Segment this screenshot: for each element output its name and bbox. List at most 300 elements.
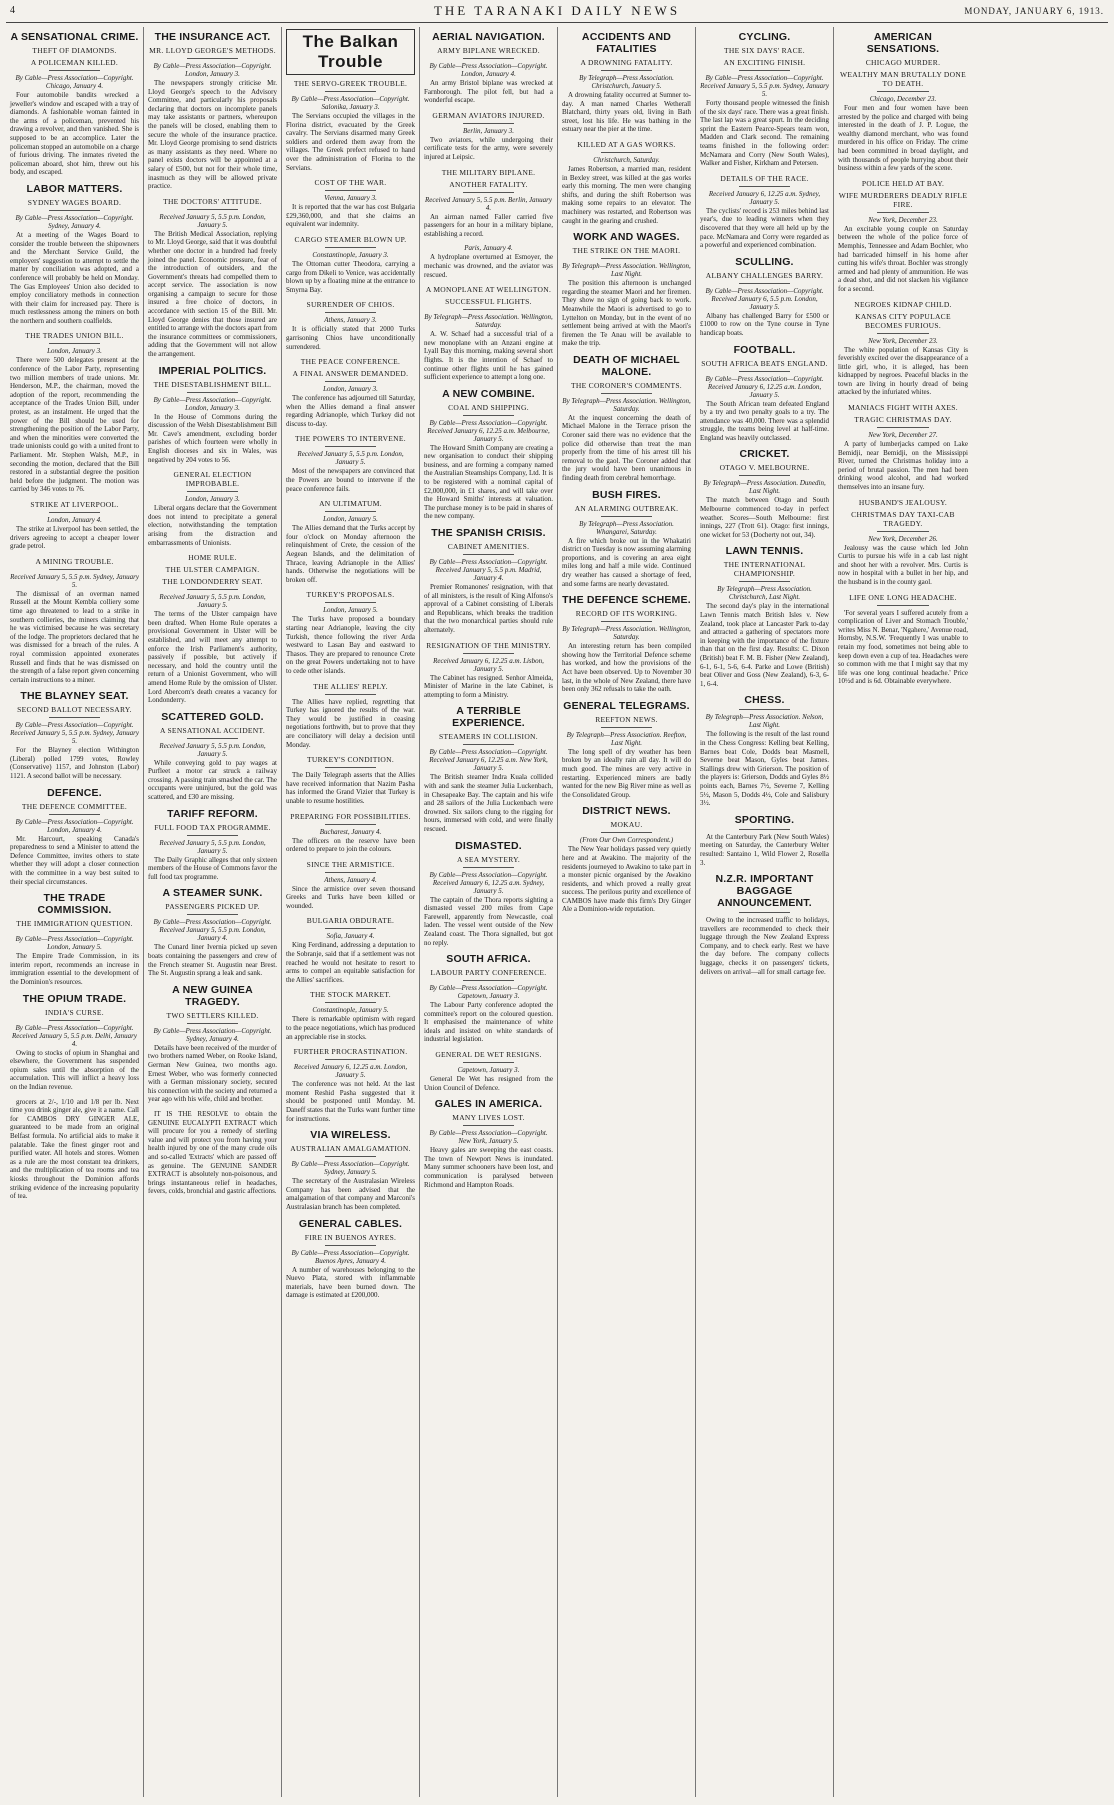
article	[10, 183, 139, 326]
article	[286, 434, 415, 493]
article	[700, 174, 829, 250]
article-subheading: FULL FOOD TAX PROGRAMME.	[154, 822, 271, 832]
article	[700, 873, 829, 976]
article-headline: VIA WIRELESS.	[310, 1129, 391, 1142]
article	[838, 498, 968, 587]
article-body: General De Wet has resigned from the Union Council of Defence.	[424, 1075, 553, 1092]
article-headline: BUSH FIRES.	[592, 488, 661, 501]
article-subheading: CHRISTMAS DAY TAXI-CAB TRAGEDY.	[851, 509, 955, 528]
divider	[49, 512, 101, 513]
article	[286, 1129, 415, 1211]
divider	[325, 91, 377, 92]
article	[148, 887, 277, 977]
article	[562, 594, 691, 694]
article-dateline: London, January 5.	[323, 606, 378, 615]
article-subheading: DETAILS OF THE RACE.	[720, 173, 809, 183]
article-body: The Cabinet has resigned. Senhor Almeida, Minister of Marine in the late Cabinet, is attempting to form a Ministry.	[424, 673, 553, 699]
article-body: While conveying gold to pay wages at Purfleet a motor car struck a railway crossing. A passing train smashed the car. The occupants were uninjured, but the gold was scattered, and £30 are missing.	[148, 758, 277, 802]
article-dateline: By Telegraph—Press Association. Dunedin, Last Night.	[703, 479, 826, 496]
article-body: The conference was not held. At the last moment Reshid Pasha suggested that it should be postponed until Monday. M. Daneff states that the Turks want further time for instructions.	[286, 1080, 415, 1123]
divider	[463, 309, 515, 310]
article-body: The position this afternoon is unchanged regarding the steamer Maori and her firemen. They show no sign of going back to work. Meanwhile the Maori is advertised to go to Lyttelton on Monday, but in the event of no settlement being arrived at with the Maori's firemen the Te Anau will be available to make the trip.	[562, 279, 691, 348]
article-dateline: New York, December 26.	[868, 534, 938, 543]
article-subheading: GENERAL DE WET RESIGNS.	[435, 1050, 542, 1060]
article	[838, 593, 968, 686]
article-body: The officers on the reserve have been ordered to prepare to join the colours.	[286, 836, 415, 854]
article	[286, 590, 415, 675]
article-subheading: FIRE IN BUENOS AYRES.	[304, 1232, 397, 1242]
article-dateline: Vienna, January 3.	[324, 194, 377, 203]
article-dateline: Athens, January 4.	[324, 875, 377, 884]
article-dateline: By Cable—Press Association—Copyright. Received January 6, 5.5 p.m. London, January 5.	[705, 286, 824, 311]
article-subheading: THE POWERS TO INTERVENE.	[295, 434, 406, 444]
article-body: The Daily Telegraph asserts that the Allies have received information that Nazim Pasha has informed the Grand Vizier that Turkey is unable to resume hostilities.	[286, 771, 415, 805]
article-dateline: Bucharest, January 4.	[319, 827, 382, 836]
article	[838, 179, 968, 294]
article	[148, 808, 277, 882]
article-subheading: THE MILITARY BIPLANE.	[441, 167, 536, 177]
article-headline: TARIFF REFORM.	[167, 807, 258, 820]
article-headline: N.Z.R. IMPORTANT BAGGAGE ANNOUNCEMENT.	[715, 873, 814, 910]
divider	[49, 343, 101, 344]
article-body: The dismissal of an overman named Russell at the Mount Kembla colliery some time ago threatened to lead to a strike in southern collieries, the miners claiming that he was victimised because he was secretary of the lodge. The proprietors declared that he was dismissed for a breach of the rules. A royal commission appointed exonerates Russell and finds that he was dismissed on the strength of a false report given concerning certain instructions to a miner.	[10, 589, 139, 684]
article	[424, 527, 553, 635]
article-dateline: By Telegraph—Press Association. Whangarei, Saturday.	[579, 519, 674, 536]
article-subheading: SINCE THE ARMISTICE.	[306, 859, 395, 869]
article	[838, 300, 968, 398]
divider	[601, 621, 653, 622]
article-body: A hydroplane overturned at Esmoyer, the mechanic was drowned, and the aviator was rescued.	[424, 253, 553, 279]
column-3	[282, 27, 420, 1797]
article-dateline: Christchurch, Saturday.	[593, 155, 660, 164]
article	[424, 388, 553, 521]
divider	[49, 70, 101, 71]
article-body: It is reported that the war has cost Bulgaria £29,360,000, and that she claims an equivalent war indemnity.	[286, 203, 415, 229]
article-body: James Robertson, a married man, resident in Bexley street, was killed at the gas works early this morning. The men were changing shifts, and during the shift Robertson was making some repairs to an elevator. The machinery was restarted, and Robertson was caught in the gearing and crushed.	[562, 164, 691, 225]
divider	[325, 312, 377, 313]
article	[286, 990, 415, 1041]
article-dateline: By Cable—Press Association—Copyright. Received January 5, 5.5 p.m. Delhi, January 4.	[12, 1023, 137, 1048]
article-dateline: By Cable—Press Association—Copyright. London, January 4.	[15, 817, 134, 834]
article-subheading: ALBANY CHALLENGES BARRY.	[705, 270, 824, 280]
article-subheading: GENERAL ELECTION IMPROBABLE.	[173, 470, 252, 489]
article-subheading: ARMY BIPLANE WRECKED.	[437, 46, 540, 55]
column-2	[144, 27, 282, 1797]
divider	[463, 653, 515, 654]
article	[700, 448, 829, 539]
article-dateline: By Cable—Press Association—Copyright. Buenos Ayres, January 4.	[291, 1248, 410, 1265]
article-body: The Howard Smith Company are creating a new organisation to conduct their shipping business, and are forming a company named the Australian Steamships Company, Ltd. It is to be registered with a nominal capital of £2,000,000, in £1 shares, and will take over the Howard Smiths' interests at valuation. The purchase money is to be paid in shares of the new company.	[424, 443, 553, 521]
article	[10, 993, 139, 1092]
article-headline: The Balkan Trouble	[286, 29, 415, 75]
article-subheading: RESIGNATION OF THE MINISTRY.	[426, 640, 551, 650]
divider	[877, 212, 929, 213]
article-dateline: By Telegraph—Press Association. Reefton, Last Night.	[566, 730, 687, 747]
article-headline: SOUTH AFRICA.	[446, 953, 531, 966]
article-headline: IMPERIAL POLITICS.	[158, 364, 267, 377]
article-dateline: London, January 3.	[47, 347, 102, 356]
article-subheading: OTAGO V. MELBOURNE.	[719, 463, 810, 473]
article-subheading: AN ULTIMATUM.	[319, 499, 382, 509]
article-subheading: TRAGIC CHRISTMAS DAY.	[854, 415, 952, 425]
article-body: The New Year holidays passed very quietly here and at Awakino. The majority of the residents journeyed to Awakino to take part in a monster picnic organised by the Awakino residents, and which proved a really great success. The perilous purity and excellence of CAMBOS have made this firm's Dry Ginger Ale a Dominion-wide reputation.	[562, 845, 691, 914]
article-body: An excitable young couple on Saturday between the whole of the police force of Memphis, Tennessee and Adam Bochler, who had barricaded himself in his home after cutting his wife's throat. Bochler was strongly armed and had plenty of ammunition. He was a dead shot, and did not slacken his vigilance for a second.	[838, 224, 968, 293]
article-body: The captain of the Thora reports sighting a dismasted vessel 200 miles from Cape Farewell, apparently from Newcastle, coal laden. The vessel went outside of the New Zealand coast. The Thora signalled, but got no reply.	[424, 895, 553, 947]
article-dateline: By Cable—Press Association—Copyright. Received January 5, 5.5 p.m. London, January 4.	[153, 918, 272, 943]
divider	[601, 516, 653, 517]
article-dateline: London, January 3.	[323, 385, 378, 394]
divider	[325, 446, 377, 447]
article-subheading: THE SERVO-GREEK TROUBLE.	[293, 79, 408, 88]
article-subheading: WIFE MURDERERS DEADLY RIFLE FIRE.	[838, 190, 968, 209]
article-dateline: New York, December 23.	[868, 336, 938, 345]
column-5	[558, 27, 696, 1797]
article-body: The match between Otago and South Melbourne commenced to-day in perfect weather. Scores—South Melbourne: first innings, 227 (Trott 61). Otago: first innings, one wicket for 53 (Docherty not out, 34).	[700, 496, 829, 539]
article-body: The long spell of dry weather has been broken by an ideally rain all day. It will do much good. The mines are very active in restarting. Experienced miners are badly wanted for the new Big River mine as well as the Consolidated Group.	[562, 747, 691, 799]
article	[148, 31, 277, 191]
article-subheading: PREPARING FOR POSSIBILITIES.	[290, 811, 411, 821]
newspaper-columns	[6, 27, 1108, 1797]
article-dateline: By Telegraph—Press Association. Wellington, Saturday.	[562, 625, 691, 642]
article-body: IT IS THE RESOLVE to obtain the GENUINE EUCALYPTI EXTRACT which will procure for you a remedy of sterling value and will protect you from having your health injured by one of the many crude oils and so-called 'Extracts' which are passed off as genuine. The GENUINE SANDER EXTRACT is absolutely non-poisonous, and brings instantaneous relief in headaches, fevers, colds, bronchial and gastric affections.	[148, 1109, 277, 1196]
article-body: The terms of the Ulster campaign have been drafted. When Home Rule operates a provisional Government in Ulster will be established, and will meet any attempt to enforce the Irish Parliament's authority, passively if possible, but actively if necessary, and hold the country until the return of a Unionist Government, who will amend Home Rule by the omission of Ulster. Lord Abercorn's death creates a vacancy for Londonderry.	[148, 610, 277, 705]
divider	[49, 569, 101, 570]
article-subheading: THE STOCK MARKET.	[310, 990, 391, 1000]
article-headline: DEATH OF MICHAEL MALONE.	[573, 353, 680, 378]
article-subheading: FURTHER PROCRASTINATION.	[293, 1047, 408, 1057]
article-subheading: THE DISESTABLISHMENT BILL.	[153, 379, 272, 389]
article-subheading: THE TRADES UNION BILL.	[25, 331, 124, 341]
article-body: Heavy gales are sweeping the east coasts. The town of Newport News is inundated. Many summer schooners have been lost, and communication is paralysed between Richmond and Hampton Roads.	[424, 1146, 553, 1189]
divider	[325, 1245, 377, 1246]
article	[424, 1098, 553, 1189]
divider	[49, 210, 101, 211]
article-dateline: Received January 6, 12.25 a.m. London, January 5.	[293, 1063, 408, 1080]
article-body: Two aviators, while undergoing their certificate tests for the army, were severely injured at Leipsic.	[424, 135, 553, 161]
divider	[601, 258, 653, 259]
article	[148, 470, 277, 547]
article-dateline: By Cable—Press Association—Copyright. Salonika, January 3.	[291, 95, 410, 111]
masthead	[6, 0, 1108, 23]
article-subheading: MANIACS FIGHT WITH AXES.	[848, 403, 958, 413]
article-headline: A SENSATIONAL CRIME.	[10, 31, 139, 43]
article	[424, 168, 553, 239]
article-body: There is remarkable optimism with regard to the peace negotiations, which has produced an appreciable rise in stocks.	[286, 1015, 415, 1041]
article-subheading: A MINING TROUBLE.	[35, 556, 114, 566]
article-headline: WORK AND WAGES.	[573, 231, 680, 244]
article-body: Owing to the increased traffic to holidays, travellers are recommended to check their luggage through the New Zealand Express Company, and to check early. Rest we have the day before. The company collects luggage, checks it on passengers' tickets, delivers on arrival—all for small cartage fee.	[700, 916, 829, 976]
article-dateline: Received January 5, 5.5 p.m. Berlin, January 4.	[425, 195, 552, 212]
article-headline: FOOTBALL.	[733, 343, 796, 356]
article-dateline: By Cable—Press Association—Copyright. Chicago, January 4.	[15, 74, 134, 90]
divider	[463, 58, 515, 59]
article-headline: GENERAL CABLES.	[298, 1217, 403, 1230]
article-subheading: KANSAS CITY POPULACE BECOMES FURIOUS.	[855, 311, 951, 330]
article-body: The British steamer Indra Kuala collided with and sank the steamer Julia Luckenbach, in Chesapeake Bay. The captain and his wife and 28 sailors of the Julia Luckenbach were drowned. Six sailors clung to the rigging for hours, immersed with cold, and were finally rescued.	[424, 773, 553, 833]
article-subheading: THEFT OF DIAMONDS.	[32, 46, 117, 55]
divider	[325, 1156, 377, 1157]
article-dateline: By Cable—Press Association—Copyright. Capetown, January 3.	[429, 984, 548, 1001]
article	[286, 1047, 415, 1123]
divider	[463, 1062, 515, 1063]
article-dateline: Athens, January 3.	[324, 316, 377, 325]
divider	[739, 829, 791, 830]
article-headline: CYCLING.	[738, 31, 791, 43]
article-dateline: Capetown, January 3.	[457, 1066, 520, 1075]
article-body: The cyclists' record is 253 miles behind last year's, due to leading winners when they discovered that they were all held up by the pace. McNamara and Corry were regarded as a powerful and experienced combination.	[700, 206, 829, 250]
article-dateline: By Telegraph—Press Association. Christchurch, Last Night.	[717, 585, 812, 602]
article-body: Most of the newspapers are convinced that the Powers are bound to intervene if the peace conference fails.	[286, 467, 415, 493]
article-body: The Allies have replied, regretting that Turkey has ignored the results of the war. They would be justified in ceasing negotiations forthwith, but to prove that they are conciliatory will delay a decision until Monday.	[286, 697, 415, 749]
article	[10, 500, 139, 551]
article-body: For the Blayney election Withington (Liberal) polled 1799 votes, Rowley (Conservative) 1157, and Johnston (Labor) 1121. A second ballot will be necessary.	[10, 746, 139, 781]
divider	[325, 872, 377, 873]
divider	[601, 152, 653, 153]
article	[10, 331, 139, 494]
article-headline: THE TRADE COMMISSION.	[37, 892, 112, 917]
article-dateline: London, January 3.	[185, 495, 240, 504]
article-subheading: CHICAGO MURDER.	[865, 58, 941, 67]
article-subheading: RECORD OF ITS WORKING.	[575, 609, 678, 619]
article-body: 'For several years I suffered acutely from a complication of Liver and Stomach Trouble,' writes Miss N. Benar, 'Ngahere,' Avenue road, Hornsby, N.S.W. 'Frequently I was unable to retain my food, sometimes not being able to keep down even a cup of tea. Headaches were so common with me that I might say that my life was one long continual headache.' Price 10½d and is 6d. Obtainable everywhere.	[838, 608, 968, 686]
article-body: Since the armistice over seven thousand Greeks and Turks have been killed or wounded.	[286, 884, 415, 910]
article-subheading: KILLED AT A GAS WORKS.	[577, 139, 676, 149]
article-dateline: By Cable—Press Association—Copyright. Sydney, January 5.	[291, 1160, 410, 1177]
article-subheading: CABINET AMENITIES.	[447, 542, 530, 552]
article-body: The Empire Trade Commission, in its interim report, recommends an increase in immigration essential to the development of the Dominion's resources.	[10, 952, 139, 986]
article-body: Liberal organs declare that the Government does not intend to precipitate a general election, notwithstanding the temptation arising from the distraction and embarrassments of Unionists.	[148, 504, 277, 547]
article-subheading: POLICE HELD AT BAY.	[861, 178, 945, 188]
divider	[49, 1020, 101, 1021]
article-dateline: Received January 5, 5.5 p.m. London, January 5.	[159, 593, 266, 610]
article-subheading: TWO SETTLERS KILLED.	[166, 1010, 259, 1020]
article-subheading: HUSBAND'S JEALOUSY.	[858, 497, 948, 507]
article	[424, 31, 553, 105]
article	[148, 197, 277, 359]
divider	[877, 605, 929, 606]
article-body: The Ottoman cutter Theodora, carrying a cargo from Dikeli to Venice, was accidentally blown up by a floating mine at the entrance to Smyrna Bay.	[286, 259, 415, 294]
article-dateline: By Cable—Press Association—Copyright. New York, January 5.	[429, 1129, 548, 1146]
article-body: Forty thousand people witnessed the finish of the six days' race. There was a great finish. The last lap was a great spurt. In the deciding sprint the Eastern Pearce-Spears team won, Madden and Clark second. The remaining teams finished in the following order: McNamara and Corry (New South Wales), Walker and Fisher, Kirkham and Petersen.	[700, 99, 829, 168]
article-subheading: THE STRIKE ON THE MAORI.	[572, 246, 681, 256]
article-headline: ACCIDENTS AND FATALITIES	[581, 31, 672, 55]
divider	[739, 283, 791, 284]
divider	[877, 427, 929, 428]
article-subheading: NEGROES KIDNAP CHILD.	[854, 299, 952, 309]
article-dateline: By Cable—Press Association—Copyright. London, January 3.	[153, 62, 272, 78]
article	[424, 840, 553, 948]
article-subheading: THE DOCTORS' ATTITUDE.	[163, 196, 262, 206]
divider	[463, 744, 515, 745]
article-subheading: GERMAN AVIATORS INJURED.	[432, 110, 545, 120]
article-body: At the Canterbury Park (New South Wales) meeting on Saturday, the Canterbury Welter resulted: Santaino 1, Wild Flower 2, Rosella 3.	[700, 832, 829, 867]
article-dateline: By Cable—Press Association—Copyright. Received January 6, 12.25 a.m. London, January 5.	[705, 374, 824, 399]
article-dateline: Constantinople, January 5.	[312, 1006, 389, 1015]
article-headline: LABOR MATTERS.	[26, 182, 123, 195]
article-subheading: ANOTHER FATALITY.	[449, 179, 528, 189]
article-dateline: Chicago, December 23.	[869, 95, 937, 103]
article-subheading: CARGO STEAMER BLOWN UP.	[294, 234, 407, 244]
article-subheading: AUSTRALIAN AMALGAMATION.	[290, 1144, 411, 1154]
article	[10, 31, 139, 177]
divider	[325, 190, 377, 191]
divider	[601, 70, 653, 71]
divider	[325, 511, 377, 512]
article-dateline: By Cable—Press Association—Copyright. Received January 5, 5.5 p.m. Sydney, January 5.	[700, 74, 829, 98]
divider	[463, 192, 515, 193]
article	[148, 984, 277, 1104]
article-body: The Servians occupied the villages in the Florina district, evacuated by the Greek cavalry. The Servians disarmed many Greek soldiers and ordered them away from the villages. The Greek prefect refused to hand over the administration of Florina to the Servians.	[286, 112, 415, 172]
article-subheading: TURKEY'S CONDITION.	[306, 755, 395, 765]
divider	[187, 392, 239, 393]
article-subheading: HOME RULE.	[188, 553, 237, 563]
divider	[739, 581, 791, 582]
article-body: The Allies demand that the Turks accept by four o'clock on Monday afternoon the relinquishment of Crete, the cession of the Aegean Islands, and the delimitation of Thrace, leaving Adrianople in the Allies' hands. Otherwise the negotiations will be broken off.	[286, 524, 415, 584]
divider	[463, 1125, 515, 1126]
issue-date: MONDAY, JANUARY 6, 1913.	[964, 6, 1104, 16]
article-subheading: THE INTERNATIONAL CHAMPIONSHIP.	[723, 560, 806, 579]
divider	[187, 589, 239, 590]
article-dateline: Berlin, January 3.	[463, 126, 514, 135]
article-headline: GENERAL TELEGRAMS.	[563, 699, 690, 712]
article	[562, 805, 691, 914]
article	[562, 231, 691, 348]
divider	[187, 58, 239, 59]
article-headline: THE INSURANCE ACT.	[154, 31, 271, 43]
article-body: The South African team defeated England by a try and two penalty goals to a try. The attendance was 40,000. There was a splendid struggle, the teams being level at half-time. England was heavily outclassed.	[700, 399, 829, 442]
article	[286, 860, 415, 911]
article-dateline: London, January 4.	[47, 515, 102, 524]
article-dateline: By Cable—Press Association—Copyright. Sydney, January 4.	[153, 1026, 272, 1043]
article-headline: THE OPIUM TRADE.	[22, 992, 127, 1005]
divider	[187, 1023, 239, 1024]
article	[286, 812, 415, 854]
article-subheading: MOKAU.	[610, 820, 643, 830]
divider	[49, 931, 101, 932]
article-body: The secretary of the Australasian Wireless Company has been advised that the amalgamation of that company and Marconi's Australasian branch has been completed.	[286, 1177, 415, 1211]
article	[562, 489, 691, 589]
article	[838, 403, 968, 492]
article-subheading: A MONOPLANE AT WELLINGTON.	[425, 285, 552, 295]
article-subheading: THE ALLIES' REPLY.	[313, 681, 388, 691]
article-dateline: By Cable—Press Association—Copyright. London, January 5.	[15, 935, 134, 952]
divider	[463, 415, 515, 416]
article-body: At a meeting of the Wages Board to consider the trouble between the shipowners and the Merchant Service Guild, the employers' suggestion to attempt to settle the matter by conciliation was adopted, and a conference will probably be held on Monday. The Gas Employees' Union also decided to employ conciliatory methods in connection with their claim for increased pay. There is much restlessness among the miners on both the northern and southern coalfields.	[10, 230, 139, 325]
article	[10, 1098, 139, 1201]
article-dateline: By Cable—Press Association—Copyright. London, January 4.	[429, 62, 548, 78]
article-subheading: TURKEY'S PROPOSALS.	[306, 590, 395, 600]
article-headline: A NEW COMBINE.	[442, 387, 535, 400]
article-body: A drowning fatality occurred at Sumner to-day. A man named Charles Wetherall Blatchard, thirty years old, living in Bath street, lost his life. He was bathing in the estuary near the pier at the time.	[562, 91, 691, 134]
article-headline: GALES IN AMERICA.	[434, 1098, 543, 1111]
article-dateline: By Cable—Press Association—Copyright. Received January 6, 12.25 a.m. New York, January 5.	[429, 748, 548, 773]
article-headline: DISMASTED.	[455, 839, 522, 852]
article-body: The Labour Party conference adopted the committee's report on the coloured question. It emphasised the maintenance of white ideals and insisted on white standards of industrial legislation.	[424, 1001, 553, 1044]
article-headline: DEFENCE.	[47, 786, 102, 799]
article-body: Four automobile bandits wrecked a jeweller's window and escaped with a tray of diamonds. A fashionable woman fainted in the arms of a policeman, prevented his drawing a revolver, and then vanished. She is supposed to be an accomplice. Later the policeman stopped an automobile on a charge of furious driving. The inmates riveted the policeman aboard, shot him, threw out his body, and escaped.	[10, 91, 139, 177]
article-subheading: COST OF THE WAR.	[314, 178, 387, 188]
article-dateline: Sofia, January 4.	[326, 932, 375, 941]
article-body: The Daily Graphic alleges that only sixteen members of the House of Commons favor the full food tax programme.	[148, 855, 277, 881]
article	[286, 682, 415, 750]
article-headline: THE SPANISH CRISIS.	[431, 527, 546, 540]
article-subheading: A POLICEMAN KILLED.	[30, 58, 119, 67]
article-dateline: By Telegraph—Press Association. Wellington, Saturday.	[424, 313, 553, 330]
article-subheading: A SENSATIONAL ACCIDENT.	[159, 725, 266, 735]
article	[286, 499, 415, 584]
article-subheading: SURRENDER OF CHIOS.	[306, 300, 395, 310]
article-dateline: Constantinople, January 3.	[312, 250, 389, 259]
article-subheading: THE SIX DAYS' RACE.	[724, 46, 805, 55]
article	[148, 1110, 277, 1196]
article-headline: SCATTERED GOLD.	[161, 710, 264, 723]
article	[424, 641, 553, 700]
article	[148, 365, 277, 465]
article	[148, 711, 277, 802]
article	[562, 140, 691, 225]
article-body: Premier Romanones' resignation, with that of all ministers, is the result of King Alfonso's approval of a Cabinet consisting of Liberals and Republicans, which breaks the tradition that the two monarchical parties should rule alternately.	[424, 583, 554, 634]
divider	[877, 531, 929, 532]
divider	[325, 602, 377, 603]
divider	[325, 824, 377, 825]
article	[424, 244, 553, 279]
article	[562, 354, 691, 483]
article-body: An army Bristol biplane was wrecked at Farnborough. The pilot fell, but had a wonderful escape.	[424, 79, 553, 105]
article	[562, 31, 691, 134]
column-7	[834, 27, 972, 1797]
article-body: The conference has adjourned till Saturday, when the Allies demand a final answer regarding Adrianople, which Turkey did not discuss to-day.	[286, 394, 415, 428]
article	[286, 755, 415, 805]
article-headline: A NEW GUINEA TRAGEDY.	[172, 983, 253, 1008]
article	[286, 178, 415, 229]
divider	[187, 835, 239, 836]
article-subheading: THE ULSTER CAMPAIGN.	[165, 565, 260, 575]
article-body: The white population of Kansas City is feverishly excited over the disappearance of a little girl, who, it is alleged, has been kidnapped by negroes. Peaceful blacks in the town are living in hourly dread of being attacked by the infuriated whites.	[838, 345, 968, 397]
article	[10, 892, 139, 986]
article-headline: DISTRICT NEWS.	[582, 805, 671, 818]
article-body: There were 500 delegates present at the conference of the Labor Party, representing two million members of trade unions. Mr. Henderson, M.P., the chairman, moved the adoption of the report, recommending the acceptance of the Trades Union Bill, under protest, as an instalment. He urged that the power of the Bill should be used for strengthening the position of the Labor Party, and when the minorities were converted the trade unionists could go with a united front to Parliament. Mr. Stephen Walsh, M.P., in seconding the motion, declared that the Bill restored in a substantial degree the position held before the judgment. The motion was carried by 346 votes to 76.	[10, 356, 139, 494]
article	[286, 1218, 415, 1300]
newspaper-title: THE TARANAKI DAILY NEWS	[433, 3, 681, 18]
article	[838, 31, 968, 173]
article-body: Mr. Harcourt, speaking Canada's preparedness to send a Minister to attend the Defence Committee, invites others to state whether they will adopt a closer connection with the committee in a way best suited to their special circumstances.	[10, 834, 139, 886]
article-subheading: INDIA'S CURSE.	[45, 1007, 104, 1017]
divider	[187, 209, 239, 210]
article-subheading: THE LONDONDERRY SEAT.	[162, 577, 263, 587]
divider	[601, 727, 653, 728]
article-dateline: New York, December 27.	[868, 431, 938, 440]
divider	[739, 186, 791, 187]
article-body: An interesting return has been compiled showing how the Territorial Defence scheme has worked, and how the provisions of the Act have been observed. Up to November 30 last, in the whole of New Zealand, there have been only 362 refusals to take the oath.	[562, 642, 691, 694]
article-subheading: A DROWNING FATALITY.	[580, 58, 673, 67]
article-dateline: New York, December 23.	[868, 215, 938, 224]
article-dateline: By Telegraph—Press Association. Wellington, Last Night.	[562, 262, 691, 279]
article-headline: AERIAL NAVIGATION.	[432, 31, 545, 43]
article-headline: THE DEFENCE SCHEME.	[562, 594, 691, 607]
article	[700, 344, 829, 443]
article-subheading: LABOUR PARTY CONFERENCE.	[430, 968, 547, 978]
article-subheading: SUCCESSFUL FLIGHTS.	[445, 297, 532, 307]
divider	[601, 393, 653, 394]
article-dateline: By Cable—Press Association—Copyright. Received January 6, 12.25 a.m. Melbourne, January 5.	[427, 418, 550, 443]
article-body: A party of lumberjacks camped on Lake Bemidji, near Bemidji, on the Mississippi River, turned the Christmas holiday into a period of brutal passion. The men had been drinking wood alcohol, and had worked themselves into an insane fury.	[838, 440, 968, 492]
article-headline: CHESS.	[744, 694, 785, 707]
article-subheading: A SEA MYSTERY.	[456, 854, 521, 864]
article-dateline: By Cable—Press Association—Copyright. Received January 5, 5.5 p.m. Sydney, January 5.	[10, 721, 139, 746]
divider	[49, 814, 101, 815]
article-headline: AMERICAN SENSATIONS.	[866, 31, 940, 55]
article-subheading: BULGARIA OBDURATE.	[306, 916, 395, 926]
